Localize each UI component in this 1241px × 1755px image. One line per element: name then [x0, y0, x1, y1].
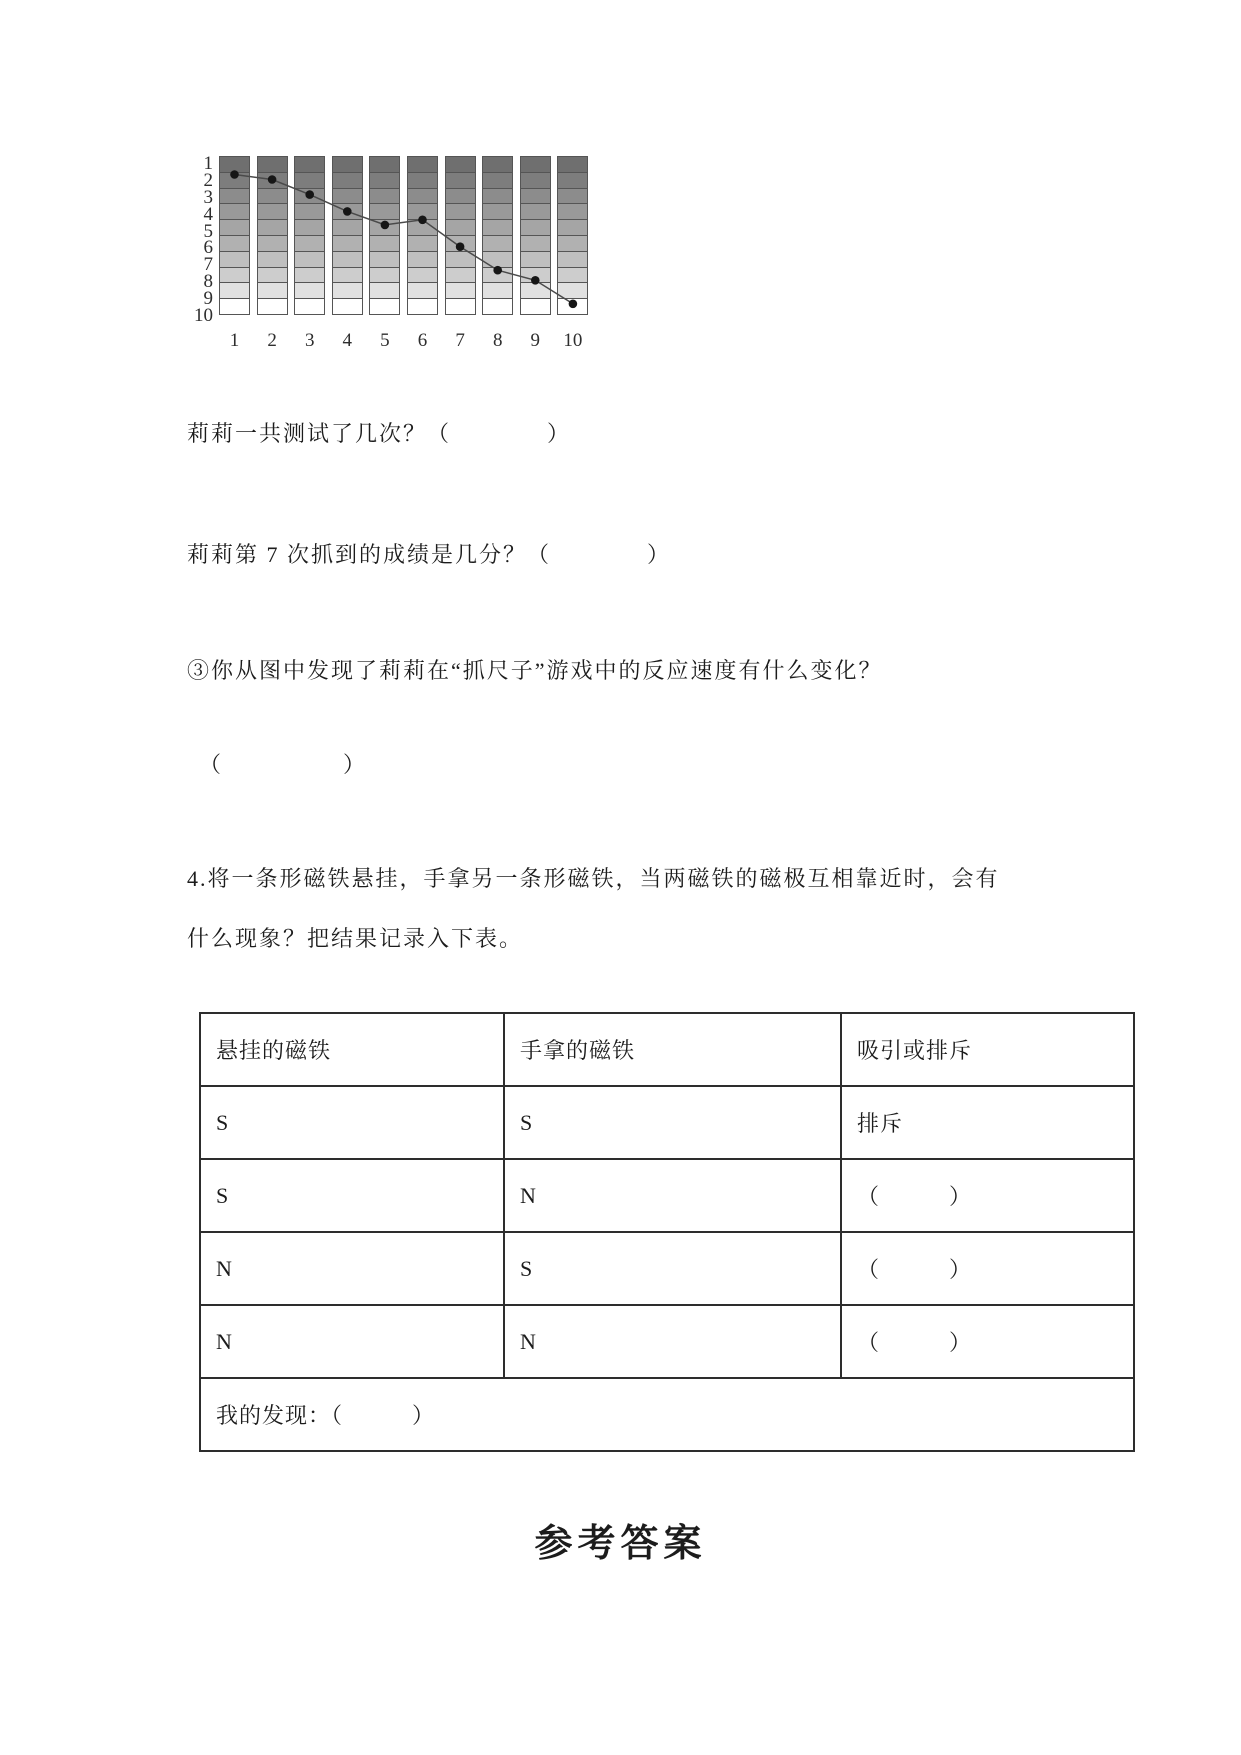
y-axis-tick: 6 [203, 237, 213, 259]
question-4-line-1: 4.将一条形磁铁悬挂，手拿另一条形磁铁，当两磁铁的磁极互相靠近时，会有 [187, 866, 1000, 891]
question-reaction-change: ③你从图中发现了莉莉在“抓尺子”游戏中的反应速度有什么变化？ [187, 658, 883, 683]
y-axis-tick: 1 [203, 153, 213, 175]
x-axis-tick: 10 [563, 330, 583, 351]
table-row [200, 1305, 1134, 1378]
data-point [456, 242, 465, 251]
reaction-speed-chart [185, 153, 615, 366]
x-axis-tick: 1 [229, 330, 240, 351]
y-axis-tick: 4 [203, 203, 213, 225]
table-row [200, 1086, 1134, 1159]
header-hanging-magnet: 悬挂的磁铁 [200, 1013, 504, 1086]
y-axis-tick: 7 [203, 254, 213, 276]
table-cell: S [504, 1232, 841, 1305]
question-times-tested: 莉莉一共测试了几次？（ ） [187, 421, 572, 446]
my-finding-cell: 我的发现：（ ） [200, 1378, 1134, 1451]
y-axis-tick: 8 [203, 271, 213, 292]
y-axis-tick: 10 [194, 304, 213, 326]
table-body [200, 1086, 1134, 1378]
chart-line-overlay [219, 156, 589, 324]
table-cell: S [200, 1086, 504, 1159]
table-footer-row [200, 1378, 1134, 1451]
y-axis-tick: 9 [203, 287, 213, 309]
table-cell: S [504, 1086, 841, 1159]
question-4-line-2: 什么现象？把结果记录入下表。 [187, 926, 524, 951]
data-point [531, 276, 540, 285]
question-seventh-score: 莉莉第 7 次抓到的成绩是几分？（ ） [187, 542, 672, 567]
x-axis-tick: 5 [380, 330, 390, 351]
data-point [569, 300, 578, 309]
data-point [268, 175, 277, 184]
x-axis-tick: 8 [492, 330, 503, 351]
table-cell: （ ） [841, 1232, 1134, 1305]
table-cell: N [504, 1305, 841, 1378]
x-axis-tick: 7 [455, 330, 465, 351]
table-cell: 排斥 [841, 1086, 1134, 1159]
data-point [418, 216, 427, 225]
data-point [305, 190, 314, 199]
table-cell: N [504, 1159, 841, 1232]
table-cell: N [200, 1232, 504, 1305]
y-axis-tick: 5 [203, 220, 213, 242]
table-header-row [200, 1013, 1134, 1086]
x-axis-tick: 2 [267, 330, 277, 351]
table-row [200, 1159, 1134, 1232]
x-axis-tick: 9 [530, 330, 541, 351]
table-cell: （ ） [841, 1305, 1134, 1378]
data-point [493, 266, 502, 275]
answer-blank-parentheses: （ ） [199, 752, 368, 777]
data-point [343, 207, 352, 216]
answers-heading: 参考答案 [534, 1523, 707, 1565]
header-attract-or-repel: 吸引或排斥 [841, 1013, 1134, 1086]
x-axis-tick: 3 [304, 330, 315, 351]
header-hand-magnet: 手拿的磁铁 [504, 1013, 841, 1086]
table-cell: （ ） [841, 1159, 1134, 1232]
x-axis-tick: 4 [342, 330, 353, 351]
data-point [381, 221, 390, 230]
table-cell: N [200, 1305, 504, 1378]
y-axis-tick: 2 [203, 170, 213, 192]
data-line [235, 175, 573, 304]
table-row [200, 1232, 1134, 1305]
x-axis-tick: 6 [417, 330, 428, 351]
data-point [230, 170, 239, 179]
y-axis-tick: 3 [203, 187, 213, 208]
magnet-table [199, 1012, 1135, 1452]
table-cell: S [200, 1159, 504, 1232]
